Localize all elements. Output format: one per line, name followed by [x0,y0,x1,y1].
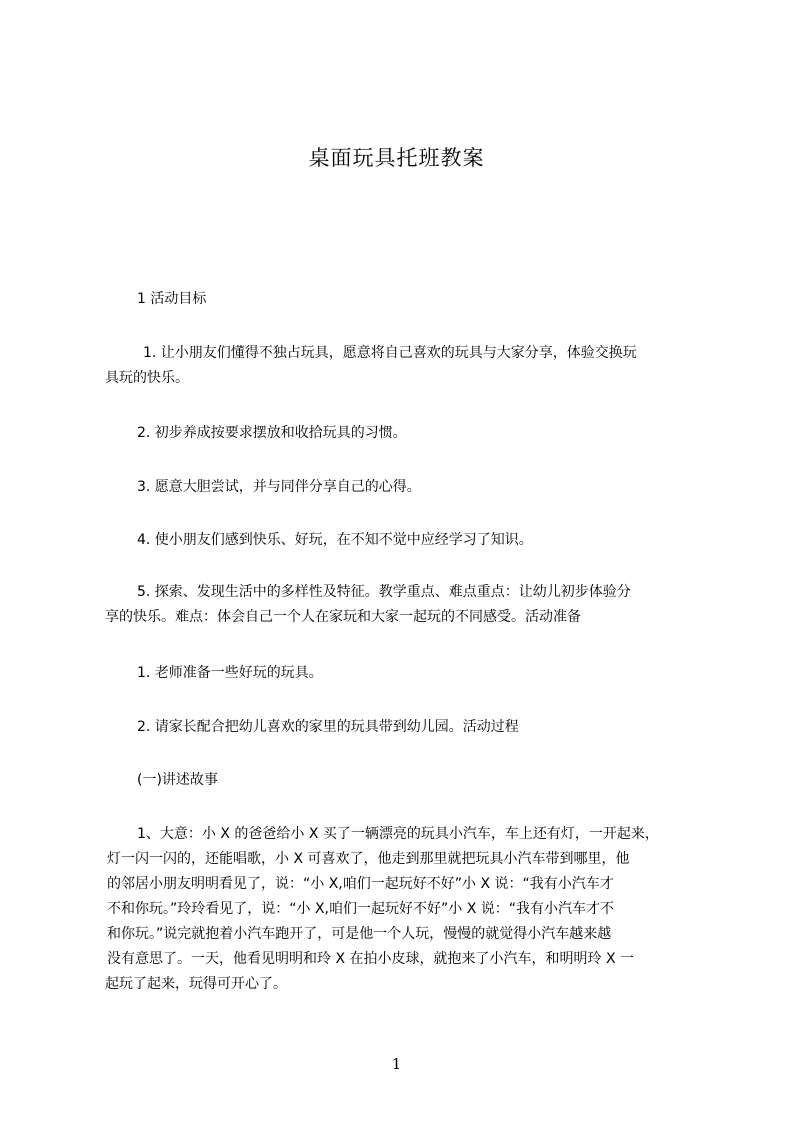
paragraph-goal-5 [105,580,631,630]
text-line: 5. 探索、发现生活中的多样性及特征。教学重点、难点重点：让幼儿初步体验分 [137,584,631,600]
text-line: 2. 请家长配合把幼儿喜欢的家里的玩具带到幼儿园。活动过程 [137,719,519,735]
text-line: 1. 老师准备一些好玩的玩具。 [137,665,323,681]
text-line: 没有意思了。一天，他看见明明和玲 X 在拍小皮球，就抱来了小汽车，和明明玲 X 一 [107,951,634,967]
paragraph-story [105,822,659,997]
section-goal-heading [137,287,206,312]
text-line: 4. 使小朋友们感到快乐、好玩，在不知不觉中应经学习了知识。 [137,532,533,548]
paragraph-prep-1 [137,661,323,686]
paragraph-goal-1 [105,341,637,391]
section-process-heading [137,768,218,793]
text-line: 3. 愿意大胆尝试，并与同伴分享自己的心得。 [137,479,421,495]
paragraph-goal-4 [137,528,533,553]
paragraph-goal-3 [137,475,421,500]
text-line: 和你玩。”说完就抱着小汽车跑开了，可是他一个人玩，慢慢的就觉得小汽车越来越 [107,926,612,942]
text-line: 不和你玩。”玲玲看见了，说：“小 X,咱们一起玩好不好”小 X 说：“我有小汽车才不 [107,901,614,917]
page-number: 1 [391,1055,402,1073]
paragraph-prep-2 [137,715,519,740]
text-line: 灯一闪一闪的，还能唱歌，小 X 可喜欢了，他走到那里就把玩具小汽车带到哪里，他 [107,851,630,867]
document-title: 桌面玩具托班教案 [308,146,485,170]
text-line: 起玩了起来，玩得可开心了。 [105,976,287,992]
text-line: (一)讲述故事 [137,772,218,788]
text-line: 1. 让小朋友们懂得不独占玩具，愿意将自己喜欢的玩具与大家分享，体验交换玩 [143,345,637,361]
text-line: 具玩的快乐。 [105,370,189,386]
text-line: 1、大意：小 X 的爸爸给小 X 买了一辆漂亮的玩具小汽车，车上还有灯，一开起来， [137,826,659,842]
text-line: 的邻居小朋友明明看见了，说：“小 X,咱们一起玩好不好”小 X 说：“我有小汽车才 [107,876,614,892]
text-line: 2. 初步养成按要求摆放和收拾玩具的习惯。 [137,425,407,441]
text-line: 1 活动目标 [137,291,207,307]
paragraph-goal-2 [137,421,407,446]
text-line: 享的快乐。难点：体会自己一个人在家玩和大家一起玩的不同感受。活动准备 [105,609,581,625]
